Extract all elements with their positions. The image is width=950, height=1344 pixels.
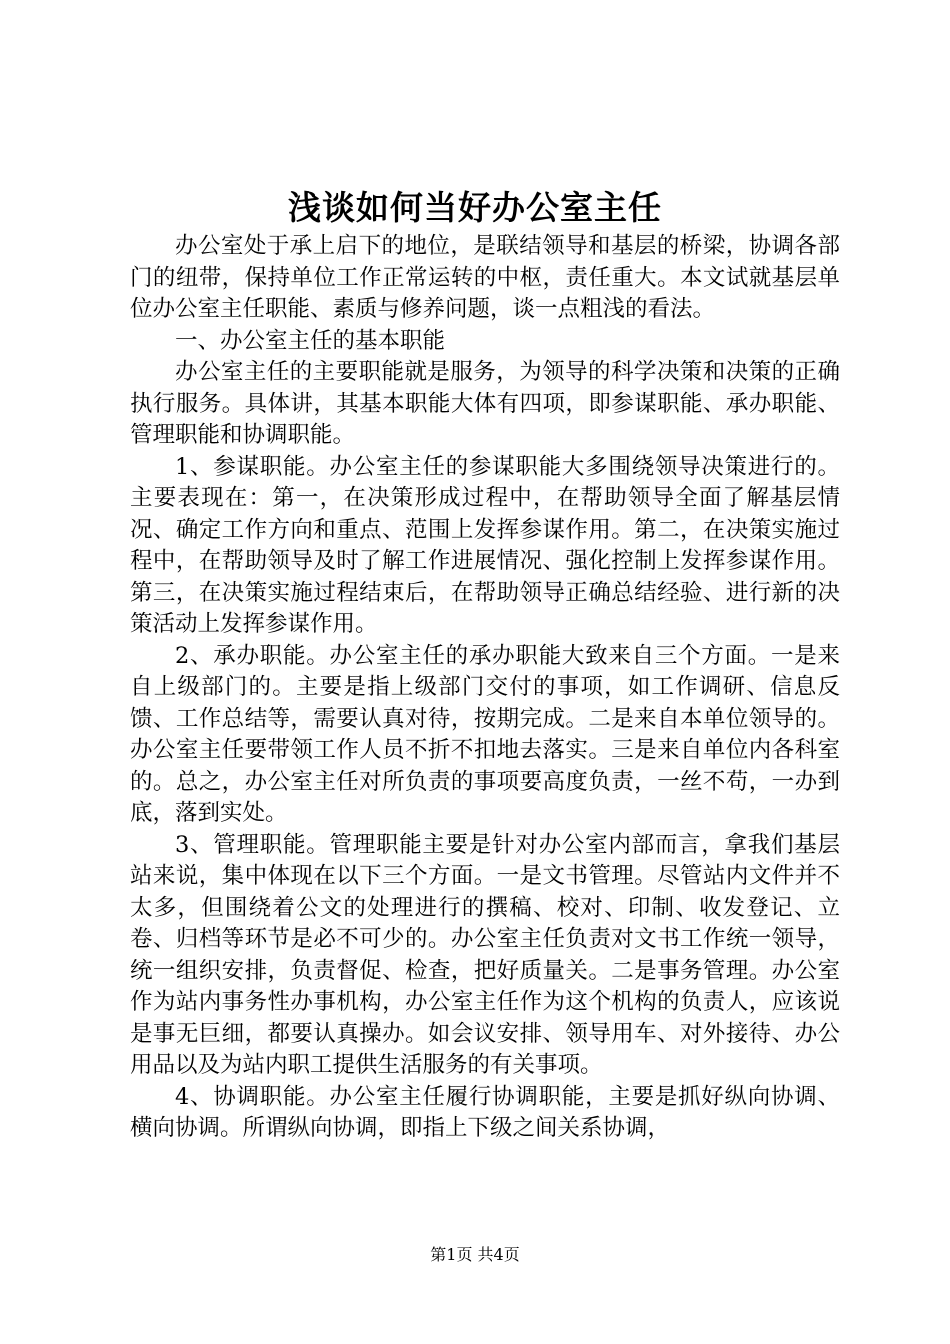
document-body	[130, 231, 840, 1145]
paragraph-intro: 办公室处于承上启下的地位，是联结领导和基层的桥梁，协调各部门的纽带，保持单位工作正常运转的中枢，责任重大。本文试就基层单位办公室主任职能、素质与修养问题，谈一点粗浅的看法。	[130, 233, 840, 322]
paragraph-management-function: 3、管理职能。管理职能主要是针对办公室内部而言，拿我们基层站来说，集中体现在以下三个方面。一是文书管理。尽管站内文件并不太多，但围绕着公文的处理进行的撰稿、校对、印制、收发登记、立卷、归档等环节是必不可少的。办公室主任负责对文书工作统一领导，统一组织安排，负责督促、检查，把好质量关。二是事务管理。办公室作为站内事务性办事机构，办公室主任作为这个机构的负责人，应该说是事无巨细，都要认真操办。如会议安排、领导用车、对外接待、办公用品以及为站内职工提供生活服务的有关事项。	[130, 831, 840, 1078]
paragraph-main-function: 办公室主任的主要职能就是服务，为领导的科学决策和决策的正确执行服务。具体讲，其基本职能大体有四项，即参谋职能、承办职能、管理职能和协调职能。	[130, 359, 840, 448]
section-heading-basic-functions: 一、办公室主任的基本职能	[175, 327, 446, 354]
paragraph-coordination-function: 4、协调职能。办公室主任履行协调职能，主要是抓好纵向协调、横向协调。所谓纵向协调，即指上下级之间关系协调，	[130, 1083, 840, 1141]
paragraph-undertaking-function: 2、承办职能。办公室主任的承办职能大致来自三个方面。一是来自上级部门的。主要是指上级部门交付的事项，如工作调研、信息反馈、工作总结等，需要认真对待，按期完成。二是来自本单位领导的。办公室主任要带领工作人员不折不扣地去落实。三是来自单位内各科室的。总之，办公室主任对所负责的事项要高度负责，一丝不苟，一办到底，落到实处。	[130, 642, 840, 826]
document-title: 浅谈如何当好办公室主任	[288, 188, 662, 227]
page-footer: 第1页 共4页	[430, 1245, 520, 1264]
paragraph-advisory-function: 1、参谋职能。办公室主任的参谋职能大多围绕领导决策进行的。主要表现在：第一，在决策形成过程中，在帮助领导全面了解基层情况、确定工作方向和重点、范围上发挥参谋作用。第二，在决策实施过程中，在帮助领导及时了解工作进展情况、强化控制上发挥参谋作用。第三，在决策实施过程结束后，在帮助领导正确总结经验、进行新的决策活动上发挥参谋作用。	[130, 453, 840, 637]
